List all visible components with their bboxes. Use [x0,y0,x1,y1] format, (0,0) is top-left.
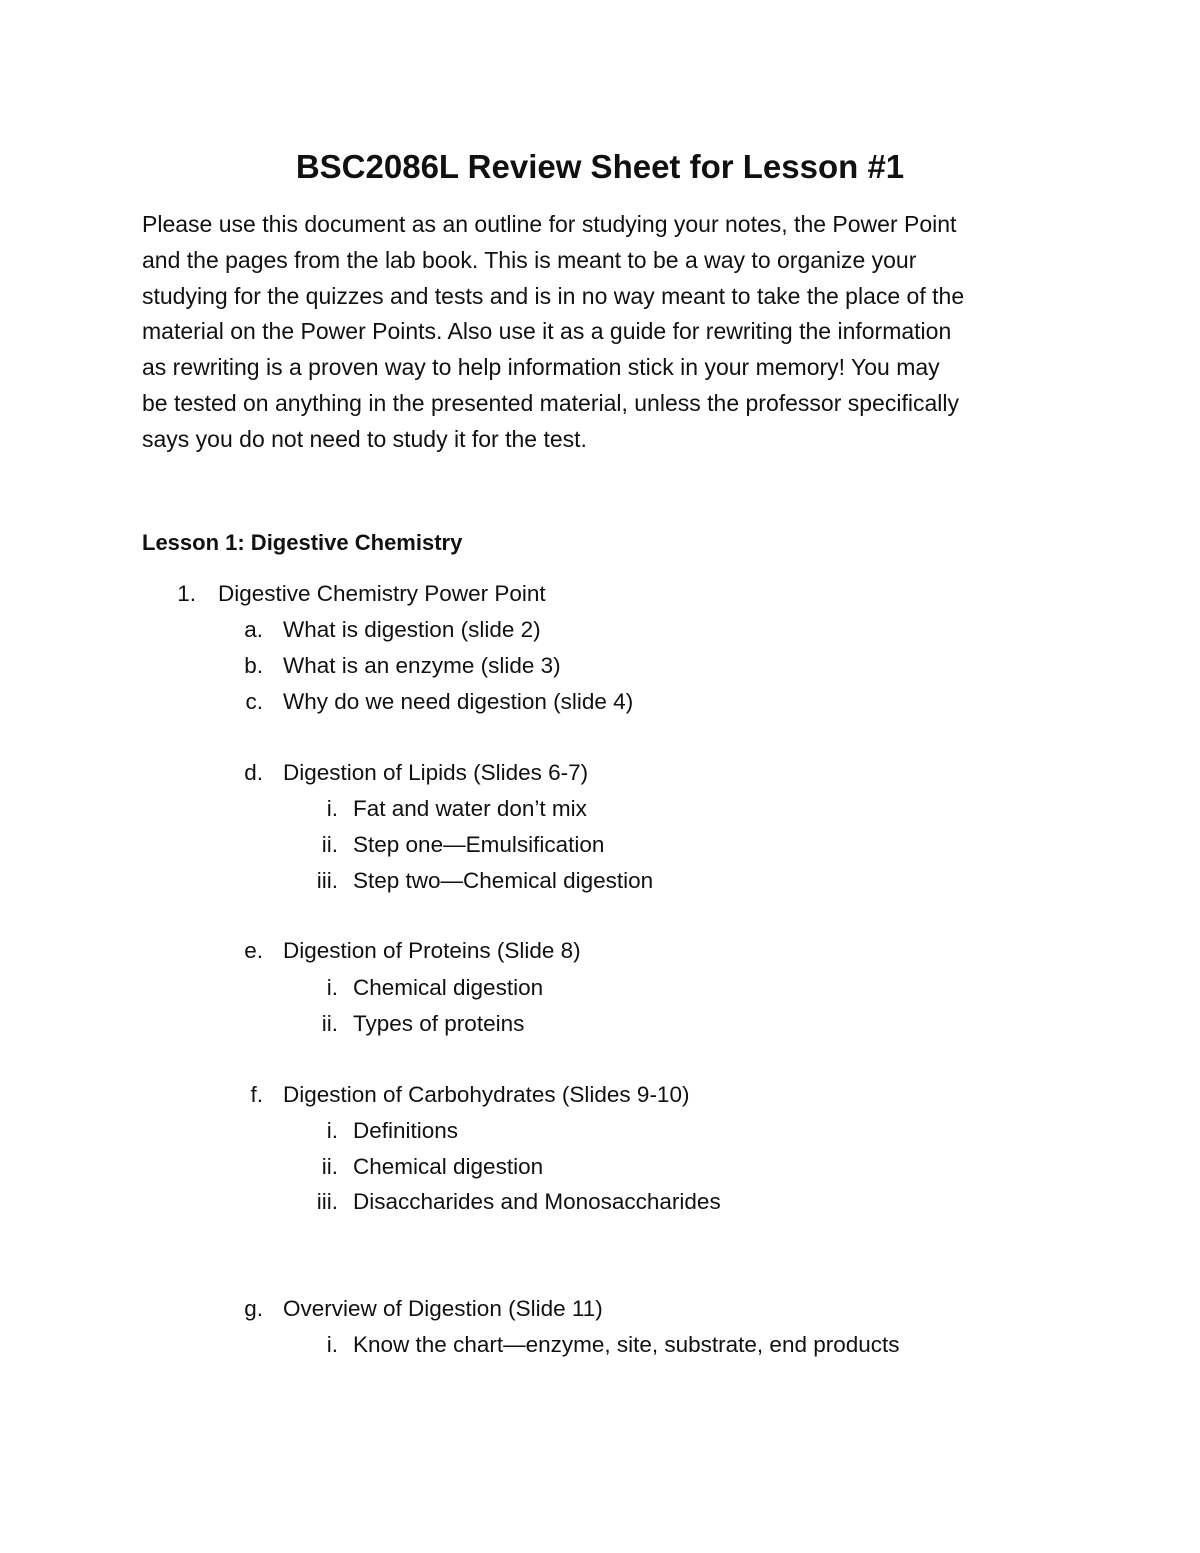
list-item-text: Digestion of Carbohydrates (Slides 9-10) [283,1082,690,1107]
outline-item-d-i [326,793,587,825]
intro-line: says you do not need to study it for the test. [142,425,587,452]
outline-item-d [244,757,589,789]
outline-item-c [245,686,634,718]
outline-item-b [244,650,561,682]
intro-line: and the pages from the lab book. This is meant to be a way to organize your [142,246,917,273]
list-marker: ii. [321,1154,338,1179]
intro-line: as rewriting is a proven way to help information stick in your memory! You may [142,354,940,381]
outline-item-d-ii [321,829,605,861]
page-title: BSC2086L Review Sheet for Lesson #1 [295,148,905,185]
outline-item-f-i [326,1115,459,1147]
list-marker: ii. [321,832,338,857]
list-item-text: What is digestion (slide 2) [283,617,541,642]
outline-item-f-ii [321,1151,544,1183]
lesson-heading: Lesson 1: Digestive Chemistry [142,530,463,555]
list-item-text: What is an enzyme (slide 3) [283,653,561,678]
outline-item-f-iii [316,1186,721,1218]
intro-line: be tested on anything in the presented material, unless the professor specifically [142,389,959,416]
list-item-text: Types of proteins [353,1011,525,1036]
list-item-text: Definitions [353,1118,459,1143]
intro-line: Please use this document as an outline for studying your notes, the Power Point [142,211,957,237]
list-marker: g. [244,1296,263,1321]
list-marker: i. [326,1332,338,1357]
list-marker: 1. [177,581,196,606]
outline-item-e-i [326,972,544,1004]
list-item-text: Step two—Chemical digestion [353,868,654,893]
list-marker: c. [245,689,263,714]
list-item-text: Overview of Digestion (Slide 11) [283,1296,603,1321]
list-marker: i. [326,796,338,821]
list-item-text: Digestion of Lipids (Slides 6-7) [283,760,589,785]
list-marker: iii. [316,1189,338,1214]
intro-line: material on the Power Points. Also use it as a guide for rewriting the information [142,318,952,345]
list-item-text: Fat and water don’t mix [353,796,587,821]
list-item-text: Chemical digestion [353,975,544,1000]
list-marker: b. [244,653,263,678]
list-marker: a. [244,617,263,642]
list-marker: iii. [316,868,338,893]
outline-item-1 [177,578,546,610]
list-marker: e. [244,938,263,963]
list-marker: ii. [321,1011,338,1036]
intro-line: studying for the quizzes and tests and is in no way meant to take the place of the [142,282,965,309]
outline-item-g-i [326,1329,900,1361]
outline-item-d-iii [316,865,654,897]
list-marker: i. [326,1118,338,1143]
list-item-text: Disaccharides and Monosaccharides [353,1189,721,1214]
list-item-text: Digestive Chemistry Power Point [218,581,546,606]
list-item-text: Digestion of Proteins (Slide 8) [283,938,581,963]
list-item-text: Know the chart—enzyme, site, substrate, end products [353,1332,900,1357]
outline-item-a [244,614,541,646]
list-marker: i. [326,975,338,1000]
outline-item-f [250,1079,690,1111]
outline-item-g [244,1293,603,1325]
list-item-text: Why do we need digestion (slide 4) [283,689,634,714]
outline-item-e-ii [321,1008,525,1040]
list-marker: d. [244,760,263,785]
intro-paragraph [142,207,1062,458]
outline-item-e [244,935,581,967]
list-item-text: Chemical digestion [353,1154,544,1179]
list-marker: f. [250,1082,263,1107]
list-item-text: Step one—Emulsification [353,832,605,857]
